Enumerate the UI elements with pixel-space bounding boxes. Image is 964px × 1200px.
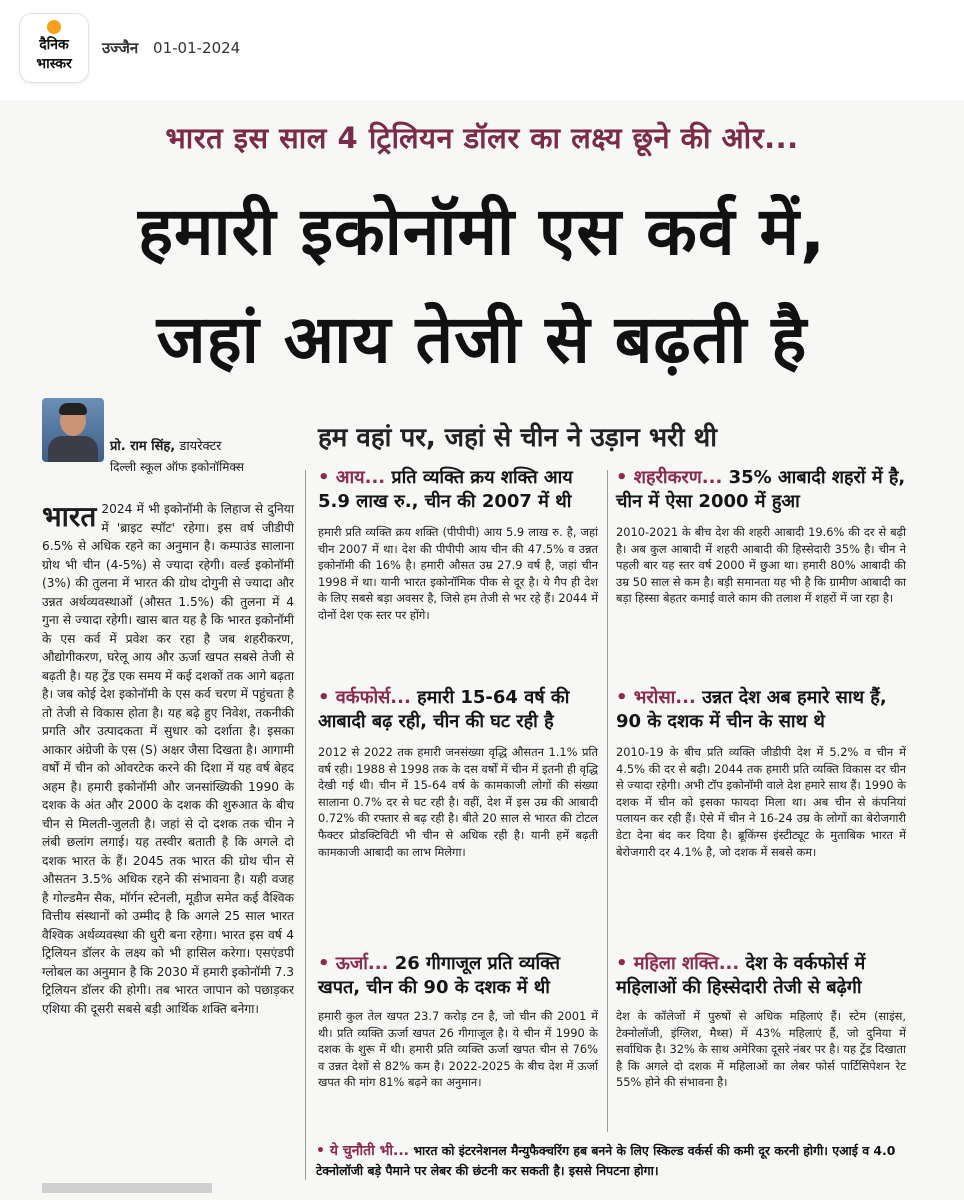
section-workforce-heading: • वर्कफोर्स... हमारी 15-64 वर्ष की आबादी बढ़ रही, चीन की घट रही है — [318, 687, 570, 732]
section-energy-heading: • ऊर्जा... 26 गीगाजूल प्रति व्यक्ति खपत, चीन की 90 के दशक में थी — [318, 953, 561, 998]
challenge-text: भारत को इंटरनेशनल मैन्युफैक्चरिंग हब बनने के लिए स्किल्ड वर्कर्स की कमी दूर करनी होगी। एआई व 4.0 टेक्नोलॉजी बड़े पैमाने पर लेबर की छंटनी कर सकती है। इससे निपटना होगा। — [316, 1143, 896, 1178]
edition-info — [102, 38, 240, 58]
column-divider-right — [607, 470, 608, 1132]
kicker-headline: भारत इस साल 4 ट्रिलियन डॉलर का लक्ष्य छूने की ओर... — [165, 121, 799, 155]
app-header — [0, 0, 964, 100]
section-women-body: देश के कॉलेजों में पुरुषों से अधिक महिलाएं हैं। स्टेम (साइंस, टेक्नोलॉजी, इंग्लिश, मैथ्स) में 43% महिलाएं हैं, जो दुनिया में सर्वाधिक है। 32% के साथ अमेरिका दूसरे नंबर पर है। यह ट्रेंड दिखाता है कि अगले दो दशक में महिलाओं का लेबर फोर्स पार्टिसिपेशन रेट 55% होने की संभावना है। — [616, 1009, 906, 1090]
edition-city: उज्जैन — [102, 39, 139, 57]
edition-date: 01-01-2024 — [153, 39, 241, 57]
main-article — [42, 500, 294, 1018]
section-trust-heading: • भरोसा... उन्नत देश अब हमारे साथ हैं, 90 के दशक में चीन के साथ थे — [616, 687, 887, 732]
sun-icon — [47, 20, 61, 34]
headline-line1: हमारी इकोनॉमी एस कर्व में, — [137, 193, 827, 270]
dainik-bhaskar-logo[interactable] — [20, 14, 88, 82]
subheadline: हम वहां पर, जहां से चीन ने उड़ान भरी थी — [318, 423, 717, 453]
column-divider-left — [305, 470, 306, 1180]
section-income-body: हमारी प्रति व्यक्ति क्रय शक्ति (पीपीपी) आय 5.9 लाख रु. है, जहां चीन 2007 में था। देश की पीपीपी आय चीन की 47.5% व उन्नत इकोनॉमी की 16% है। हमारी औसत उम्र 27.9 वर्ष है, जहां चीन 1998 में था। यानी भारत इकोनॉमिक पीक से दूर है। ये गैप ही देश के लिए सबसे बड़ा अवसर है, जिसे हम तेजी से भर रहे हैं। 2044 में दोनों देश एक स्तर पर होंगे। — [318, 525, 598, 622]
section-urbanisation-heading: • शहरीकरण... 35% आबादी शहरों में है, चीन में ऐसा 2000 में हुआ — [616, 467, 906, 512]
section-income-heading: • आय... प्रति व्यक्ति क्रय शक्ति आय 5.9 लाख रु., चीन की 2007 में थी — [318, 467, 573, 512]
author-role: डायरेक्टर — [179, 439, 222, 454]
section-women-heading: • महिला शक्ति... देश के वर्कफोर्स में महिलाओं की हिस्सेदारी तेजी से बढ़ेगी — [616, 953, 866, 998]
section-workforce-body: 2012 से 2022 तक हमारी जनसंख्या वृद्धि औसतन 1.1% प्रति वर्ष रही। 1988 से 1998 तक के दस वर्षों में चीन में इतनी ही वृद्धि देखी गई थी। चीन में 15-64 वर्ष के कामकाजी लोगों की संख्या सालाना 0.7% दर से घट रही है। वहीं, देश में इस उम्र की आबादी 0.72% की रफ्तार से बढ़ रही है। बीते 20 साल से भारत की टोटल फैक्टर प्रोडक्टिविटी भी चीन से अधिक रही है। यानी हमें बढ़ती कामकाजी आबादी का लाभ मिलेगा। — [318, 745, 598, 859]
logo-line1: दैनिक — [39, 37, 69, 53]
author-institute: दिल्ली स्कूल ऑफ इकोनॉमिक्स — [110, 460, 244, 474]
section-energy-body: हमारी कुल तेल खपत 23.7 करोड़ टन है, जो चीन की 2001 में थी। प्रति व्यक्ति ऊर्जा खपत 26 गीगाजूल है। ये चीन में 1990 के दशक के शुरू में थी। हमारी प्रति व्यक्ति ऊर्जा खपत चीन से 76% व उन्नत देशों से 82% कम है। 2022-2025 के बीच देश में ऊर्जा खपत की मांग 81% बढ़ने का अनुमान। — [318, 1009, 598, 1090]
section-urbanisation-body: 2010-2021 के बीच देश की शहरी आबादी 19.6% की दर से बढ़ी है। अब कुल आबादी में शहरी आबादी की हिस्सेदारी 35% है। चीन ने पहली बार यह स्तर वर्ष 2000 में छुआ था। हमारी 80% आबादी की उम्र 50 साल से कम है। बड़ी समानता यह भी है कि ग्रामीण आबादी का बड़ा हिस्सा बेहतर कमाई वाले काम की तलाश में शहरों में जा रहा है। — [616, 525, 906, 606]
author-name: प्रो. राम सिंह, — [110, 439, 176, 454]
headline-line2: जहां आय तेजी से बढ़ती है — [156, 301, 808, 378]
main-article-body: 2024 में भी इकोनॉमी के लिहाज से दुनिया में 'ब्राइट स्पॉट' रहेगा। इस वर्ष जीडीपी 6.5% से अधिक रहने का अनुमान है। कम्पाउंड सालाना ग्रोथ भी चीन (4-5%) से ज्यादा रहेगी। वर्ल्ड इकोनॉमी (3%) की तुलना में भारत की ग्रोथ दोगुनी से ज्यादा और उन्नत अर्थव्यवस्थाओं (औसत 1.5%) की तुलना में 4 गुना से ज्यादा रहेगी। खास बात यह है कि भारत इकोनॉमी के एस कर्व में प्रवेश कर रहा है जब शहरीकरण, औद्योगीकरण, घरेलू आय और ऊर्जा खपत सबसे तेजी से बढ़ती है। यह ट्रेंड एक समय में कई दशकों तक आगे बढ़ता है। जब कोई देश इकोनॉमी के एस कर्व चरण में पहुंचता है तो तेजी से विकास होता है। यह बढ़े हुए निवेश, तकनीकी प्रगति और उत्पादकता में सुधार को दर्शाता है। इसका आकार अंग्रेजी के एस (S) अक्षर जैसा दिखता है। आगामी वर्षों में चीन को ओवरटेक करने की दिशा में यह वर्ष बेहद अहम है। हमारी इकोनॉमी और जनसांख्यिकी 1990 के दशक के अंत और 2000 के दशक की शुरुआत के बीच चीन से मिलती-जुलती है। जहां से दो दशक तक चीन ने लंबी छलांग लगाई। यह तस्वीर बताती है कि अगले दो दशक भारत के हैं। 2045 तक भारत की ग्रोथ चीन से औसतन 3.5% अधिक रहने की संभावना है। यही वजह है गोल्डमैन सैक, मॉर्गन स्टेनली, मूडीज समेत कई वैश्विक वित्तीय संस्थानों को उम्मीद है कि अगले 25 साल भारत वैश्विक अर्थव्यवस्था की धुरी बना रहेगा। भारत इस वर्ष 4 ट्रिलियन डॉलर के लक्ष्य को भी हासिल करेगा। एसएंडपी ग्लोबल का अनुमान है कि 2030 में हमारी इकोनॉमी 7.3 ट्रिलियन डॉलर की होगी। तब भारत जापान को पछाड़कर एशिया की दूसरी सबसे बड़ी आर्थिक शक्ति बनेगा। — [42, 502, 294, 1016]
author-photo — [42, 398, 104, 462]
challenge-note — [316, 1141, 906, 1181]
challenge-lead: • ये चुनौती भी... — [316, 1143, 410, 1159]
dropcap-word: भारत — [42, 500, 97, 533]
section-trust-body: 2010-19 के बीच प्रति व्यक्ति जीडीपी देश में 5.2% व चीन में 4.5% की दर से बढ़ी। 2044 तक हमारी प्रति व्यक्ति विकास दर चीन से ज्यादा रहेगी। अभी टॉप इकोनॉमी वाले देश हमारे साथ हैं। 1990 के दशक में चीन को इसका फायदा मिला था। अब चीन से कंपनियां पलायन कर रही हैं। ऐसे में चीन ने 16-24 उम्र के लोगों का बेरोजगारी डेटा देना बंद कर दिया है। ब्रूकिंग्स इंस्टीट्यूट के मुताबिक भारत में बेरोजगारी दर 4.1% है, जो दशक में सबसे कम। — [616, 745, 906, 859]
page-bottom-strip — [42, 1183, 212, 1193]
author-byline — [110, 436, 222, 454]
logo-line2: भास्कर — [36, 56, 72, 72]
